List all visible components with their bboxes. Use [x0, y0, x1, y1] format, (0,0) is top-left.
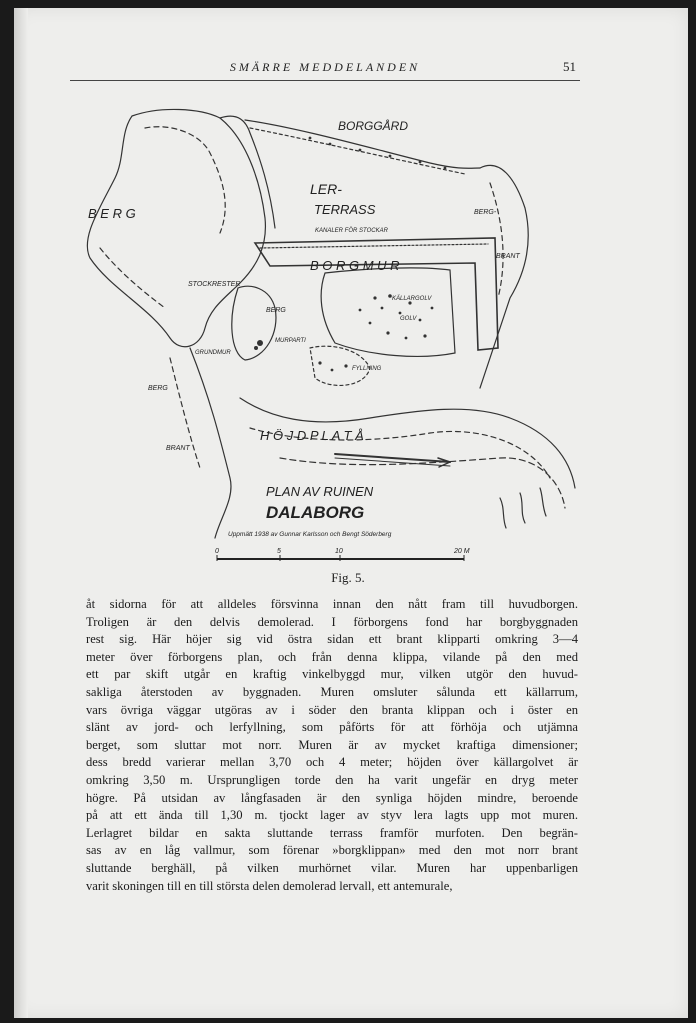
label-brant-right: BRANT: [496, 253, 520, 260]
body-line: Lerlagret bildar en sakta sluttande terrass framför murfoten. Den begrän-: [86, 825, 578, 840]
scale-tick-10: 10: [335, 548, 343, 555]
body-line: omkring 3,50 m. Ursprungligen torde den ha varit ungefär en dryg meter: [86, 772, 578, 787]
label-brant-left: BRANT: [166, 445, 190, 452]
body-line: ett par skift utgår en kraftig vinkelbyggd mur, vilken utgör den huvud-: [86, 667, 578, 682]
body-line: på att ett ända till 1,30 m. tjockt lager av styv lera lagts upp mot muren.: [86, 808, 578, 823]
label-terrass: TERRASS: [314, 202, 376, 217]
site-plan-figure: [70, 98, 590, 568]
body-line: åt sidorna för att alldeles försvinna innan den nått fram till huvudborgen.: [86, 597, 578, 611]
figure-credit: Uppmätt 1938 av Gunnar Karlsson och Bengt Söderberg: [228, 531, 392, 538]
body-line: sakliga återstoden av byggnaden. Muren omsluter sålunda ett källarrum,: [86, 684, 578, 699]
body-line: rest sig. Här höjer sig vid östra sidan ett brant klipparti omkring 3—4: [86, 632, 578, 647]
scale-tick-0: 0: [215, 548, 219, 555]
label-berg-lower: BERG: [148, 385, 168, 392]
running-head: SMÄRRE MEDDELANDEN: [229, 60, 421, 74]
label-berg-center: BERG: [266, 307, 286, 314]
body-line: sluttande berghäll, på vilken murhörnet vilar. Muren har uppenbarligen: [86, 860, 578, 875]
label-fyllning: FYLLNING: [352, 366, 382, 372]
label-grundmur: GRUNDMUR: [195, 350, 231, 356]
body-line: meter över förborgens plan, och från denna klippa, vilande på den med: [86, 649, 578, 664]
scale-tick-20: 20 M: [454, 548, 470, 555]
body-paragraph: [86, 596, 578, 895]
figure-caption: Fig. 5.: [331, 570, 365, 585]
scale-bar: [215, 548, 470, 561]
figure-title-line1: PLAN AV RUINEN: [266, 484, 374, 499]
page-header: [70, 58, 580, 81]
label-berg-right: BERG-: [474, 209, 497, 216]
label-murparti: MURPARTI: [275, 338, 306, 344]
body-line: slänt av jord- och lerfyllning, som påförts för att förhöja och utjämna: [86, 720, 578, 735]
label-golv: GOLV: [400, 316, 417, 322]
body-line: Troligen är den delvis demolerad. I förborgens fond har borgbyggnaden: [86, 614, 578, 629]
page-number: 51: [563, 59, 576, 74]
label-ler: LER-: [310, 181, 342, 197]
body-line: berget, som sluttar mot norr. Muren är av mycket kraftiga dimensioner;: [86, 737, 578, 752]
body-line: högre. På utsidan av långfasaden är den synliga höjden mindre, beroende: [86, 790, 578, 805]
label-berg-left: B E R G: [88, 206, 136, 221]
body-line: dess bredd varierar mellan 3,70 och 4 meter; höjden över källargolvet är: [86, 755, 578, 770]
figure-title-line2: DALABORG: [266, 503, 365, 522]
label-borggard: BORGGÅRD: [338, 119, 409, 133]
label-kanaler: KANALER FÖR STOCKAR: [315, 228, 388, 234]
label-kallargolv: KÄLLARGOLV: [392, 296, 432, 302]
scale-tick-5: 5: [277, 548, 281, 555]
label-stockrester: STOCKRESTER: [188, 281, 241, 288]
body-line: vars övriga väggar utgöras av i söder den branta klippan och i öster en: [86, 702, 578, 717]
label-borgmur: B O R G M U R: [310, 258, 400, 273]
body-line: varit skoningen till en till största delen demolerad lervall, ett antemurale,: [86, 878, 453, 893]
label-hojdplata: H Ö J D P L A T Å: [260, 428, 364, 443]
page-gutter-shade: [14, 8, 28, 1018]
body-line: sas av en låg vallmur, som förenar »borgklippan» med den mot norr brant: [86, 843, 578, 858]
